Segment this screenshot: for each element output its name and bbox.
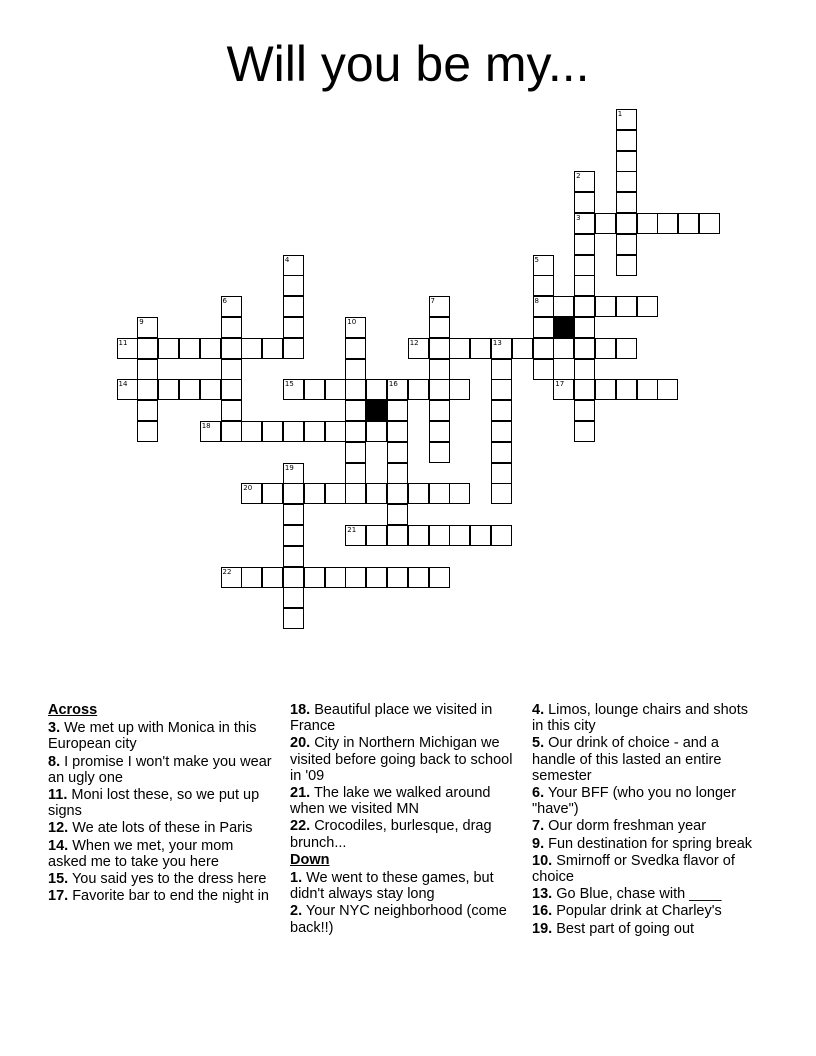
grid-cell[interactable] [283,483,304,504]
down-clue [532,702,760,734]
grid-cell[interactable] [408,567,429,588]
down-clue [532,735,760,784]
grid-cell[interactable] [345,567,366,588]
clue-number: 8. [48,753,61,770]
clue-text: Popular drink at Charley's [552,903,722,920]
across-clue [48,820,273,836]
clue-number: 6. [532,785,545,802]
grid-cell[interactable] [574,359,595,380]
grid-cell[interactable] [553,379,574,400]
grid-cell[interactable] [221,338,242,359]
grid-cell[interactable] [158,338,179,359]
clue-number: 12. [48,820,69,837]
grid-cell[interactable] [616,130,637,151]
grid-cell[interactable] [345,359,366,380]
cell-number: 2 [576,172,581,181]
grid-cell[interactable] [241,421,262,442]
grid-cell[interactable] [429,338,450,359]
clue-number: 14. [48,837,69,854]
clue-text: I promise I won't make you wear an ugly one [48,753,272,786]
grid-cell[interactable] [429,421,450,442]
grid-cell[interactable] [137,317,158,338]
clue-number: 1. [290,870,303,887]
clue-text: Favorite bar to end the night in [68,888,269,905]
clues-column-2 [290,702,518,937]
grid-cell[interactable] [491,525,512,546]
cell-number: 22 [222,567,232,576]
grid-cell[interactable] [574,338,595,359]
grid-cell[interactable] [533,275,554,296]
clue-text: Our dorm freshman year [544,818,707,835]
cell-number: 10 [347,318,357,326]
grid-cell[interactable] [200,379,221,400]
grid-cell[interactable] [616,192,637,213]
grid-cell[interactable] [574,192,595,213]
cell-number: 21 [347,526,357,534]
across-heading: Across [48,702,98,718]
grid-cell[interactable] [283,546,304,567]
grid-cell[interactable] [533,317,554,338]
grid-cell[interactable] [345,379,366,400]
grid-cell[interactable] [137,379,158,400]
grid-cell[interactable] [637,296,658,317]
grid-cell[interactable] [387,525,408,546]
grid-cell[interactable] [429,317,450,338]
down-clue [532,836,760,852]
black-square [366,400,387,421]
clue-number: 22. [290,818,311,835]
down-clue [532,785,760,817]
clue-number: 11. [48,787,68,804]
grid-cell[interactable] [595,213,616,234]
grid-cell[interactable] [200,338,221,359]
grid-cell[interactable] [345,421,366,442]
grid-cell[interactable] [262,483,283,504]
grid-cell[interactable] [262,338,283,359]
grid-cell[interactable] [387,421,408,442]
down-clue [532,818,760,834]
grid-cell[interactable] [553,296,574,317]
grid-cell[interactable] [283,296,304,317]
grid-cell[interactable] [366,483,387,504]
down-clue [532,921,760,937]
grid-cell[interactable] [574,171,595,192]
across-clue [48,888,273,904]
grid-cell[interactable] [574,421,595,442]
cell-number: 19 [284,463,294,472]
clue-text: Crocodiles, burlesque, drag brunch... [290,818,492,851]
grid-cell[interactable] [616,171,637,192]
clue-text: We ate lots of these in Paris [68,820,253,837]
grid-cell[interactable] [616,379,637,400]
grid-cell[interactable] [616,151,637,172]
clues-column-3 [532,702,760,938]
clue-number: 17. [48,888,69,905]
grid-cell[interactable] [283,255,304,276]
grid-cell[interactable] [221,359,242,380]
grid-cell[interactable] [449,379,470,400]
grid-cell[interactable] [241,338,262,359]
grid-cell[interactable] [345,400,366,421]
grid-cell[interactable] [574,296,595,317]
grid-cell[interactable] [429,379,450,400]
clue-text: Limos, lounge chairs and shots in this city [532,702,749,735]
grid-cell[interactable] [137,338,158,359]
grid-cell[interactable] [595,338,616,359]
grid-cell[interactable] [262,567,283,588]
grid-cell[interactable] [637,213,658,234]
grid-cell[interactable] [325,379,346,400]
grid-cell[interactable] [345,442,366,463]
across-clue [48,720,273,752]
grid-cell[interactable] [387,442,408,463]
grid-cell[interactable] [262,421,283,442]
grid-cell[interactable] [325,567,346,588]
clue-text: We met up with Monica in this European city [48,720,257,753]
grid-cell[interactable] [533,338,554,359]
grid-cell[interactable] [657,379,678,400]
clue-text: Smirnoff or Svedka flavor of choice [532,852,735,886]
grid-cell[interactable] [429,400,450,421]
grid-cell[interactable] [283,525,304,546]
clue-number: 18. [290,702,311,718]
down-clue [290,903,518,935]
grid-cell[interactable] [429,359,450,380]
grid-cell[interactable] [283,275,304,296]
grid-cell[interactable] [221,400,242,421]
grid-cell[interactable] [137,421,158,442]
grid-cell[interactable] [429,567,450,588]
grid-cell[interactable] [616,213,637,234]
clue-number: 10. [532,852,553,869]
down-heading: Down [290,851,330,868]
grid-cell[interactable] [574,234,595,255]
grid-cell[interactable] [429,483,450,504]
grid-cell[interactable] [595,379,616,400]
cell-number: 17 [555,380,565,389]
cell-number: 14 [118,380,128,389]
grid-cell[interactable] [533,255,554,276]
grid-cell[interactable] [179,379,200,400]
grid-cell[interactable] [449,338,470,359]
clue-number: 5. [532,735,545,752]
grid-cell[interactable] [533,296,554,317]
across-clue [48,871,273,887]
grid-cell[interactable] [325,421,346,442]
clue-number: 19. [532,920,553,937]
grid-cell[interactable] [283,567,304,588]
cell-number: 6 [222,297,227,306]
grid-cell[interactable] [449,483,470,504]
cell-number: 12 [409,338,419,347]
grid-cell[interactable] [616,296,637,317]
grid-cell[interactable] [574,275,595,296]
clue-number: 20. [290,735,311,752]
clue-number: 3. [48,720,61,737]
clue-number: 2. [290,903,303,920]
grid-cell[interactable] [470,525,491,546]
grid-cell[interactable] [595,296,616,317]
grid-cell[interactable] [699,213,720,234]
across-clue [48,787,273,819]
cell-number: 9 [139,318,144,326]
grid-cell[interactable] [325,483,346,504]
grid-cell[interactable] [408,379,429,400]
black-square [553,317,574,338]
grid-cell[interactable] [366,421,387,442]
clue-number: 7. [532,818,545,835]
grid-cell[interactable] [137,400,158,421]
grid-cell[interactable] [387,463,408,484]
grid-cell[interactable] [491,379,512,400]
grid-cell[interactable] [408,338,429,359]
grid-cell[interactable] [283,463,304,484]
grid-cell[interactable] [137,359,158,380]
grid-cell[interactable] [221,296,242,317]
page-title: Will you be my... [226,36,590,92]
grid-cell[interactable] [283,338,304,359]
grid-cell[interactable] [408,483,429,504]
across-clue [290,735,518,784]
grid-cell[interactable] [366,525,387,546]
across-clue [290,702,518,734]
grid-cell[interactable] [283,317,304,338]
grid-cell[interactable] [241,567,262,588]
clue-text: City in Northern Michigan we visited before going back to school in '09 [290,735,513,784]
clue-text: Beautiful place we visited in France [290,702,493,735]
clue-text: Best part of going out [552,920,695,937]
grid-cell[interactable] [408,525,429,546]
down-clue [532,853,760,885]
grid-cell[interactable] [574,400,595,421]
grid-cell[interactable] [283,504,304,525]
grid-cell[interactable] [345,525,366,546]
clue-text: Our drink of choice - and a handle of this lasted an entire semester [532,735,722,784]
grid-cell[interactable] [387,504,408,525]
cell-number: 3 [576,214,581,222]
grid-cell[interactable] [574,255,595,276]
grid-cell[interactable] [574,317,595,338]
cell-number: 13 [492,338,502,347]
grid-cell[interactable] [616,338,637,359]
grid-cell[interactable] [553,338,574,359]
grid-cell[interactable] [304,379,325,400]
grid-cell[interactable] [657,213,678,234]
down-clue [290,870,518,902]
grid-cell[interactable] [616,234,637,255]
grid-cell[interactable] [491,483,512,504]
clue-text: We went to these games, but didn't always stay long [290,870,494,903]
grid-cell[interactable] [283,379,304,400]
clue-number: 13. [532,886,553,903]
clue-text: Fun destination for spring break [544,835,753,852]
grid-cell[interactable] [387,483,408,504]
grid-cell[interactable] [491,421,512,442]
cell-number: 11 [118,338,128,347]
clue-text: Your BFF (who you no longer "have") [532,785,736,818]
clue-text: When we met, your mom asked me to take you here [48,837,234,870]
clue-number: 15. [48,871,69,888]
grid-cell[interactable] [200,421,221,442]
clue-number: 16. [532,903,553,920]
grid-cell[interactable] [345,463,366,484]
grid-cell[interactable] [616,255,637,276]
grid-cell[interactable] [283,608,304,629]
clue-number: 9. [532,835,545,852]
grid-cell[interactable] [574,213,595,234]
grid-cell[interactable] [470,338,491,359]
grid-cell[interactable] [491,400,512,421]
cell-number: 4 [284,255,290,264]
grid-cell[interactable] [345,317,366,338]
cell-number: 20 [243,484,253,493]
across-clue [290,785,518,817]
grid-cell[interactable] [429,525,450,546]
grid-cell[interactable] [241,483,262,504]
clue-number: 4. [532,702,545,718]
grid-cell[interactable] [117,379,138,400]
grid-cell[interactable] [304,567,325,588]
clues-column-1 [48,702,273,905]
cell-number: 16 [388,380,398,389]
across-clue [48,754,273,786]
grid-cell[interactable] [387,567,408,588]
cell-number: 5 [534,255,539,264]
grid-cell[interactable] [491,463,512,484]
down-clue [532,903,760,919]
clue-number: 21. [290,785,311,802]
grid-cell[interactable] [221,379,242,400]
clue-text: The lake we walked around when we visited MN [290,785,491,818]
grid-cell[interactable] [366,379,387,400]
grid-cell[interactable] [429,442,450,463]
grid-cell[interactable] [574,379,595,400]
grid-cell[interactable] [345,483,366,504]
grid-cell[interactable] [512,338,533,359]
grid-cell[interactable] [283,421,304,442]
grid-cell[interactable] [387,400,408,421]
grid-cell[interactable] [387,379,408,400]
grid-cell[interactable] [221,317,242,338]
down-clue [532,886,760,902]
grid-cell[interactable] [491,338,512,359]
grid-cell[interactable] [366,567,387,588]
grid-cell[interactable] [616,109,637,130]
grid-cell[interactable] [158,379,179,400]
grid-cell[interactable] [304,483,325,504]
across-clue [48,838,273,870]
across-clue [290,818,518,850]
clue-text: You said yes to the dress here [68,871,267,888]
clue-text: Moni lost these, so we put up signs [48,787,260,820]
clue-text: Your NYC neighborhood (come back!!) [290,903,507,936]
grid-cell[interactable] [221,421,242,442]
grid-cell[interactable] [449,525,470,546]
grid-cell[interactable] [429,296,450,317]
cell-number: 8 [534,297,539,306]
grid-cell[interactable] [179,338,200,359]
grid-cell[interactable] [117,338,138,359]
grid-cell[interactable] [491,359,512,380]
grid-cell[interactable] [221,567,242,588]
grid-cell[interactable] [345,338,366,359]
grid-cell[interactable] [491,442,512,463]
grid-cell[interactable] [283,587,304,608]
grid-cell[interactable] [304,421,325,442]
grid-cell[interactable] [678,213,699,234]
cell-number: 18 [201,422,211,430]
cell-number: 1 [617,110,623,118]
clue-text: Go Blue, chase with ____ [552,886,722,903]
cell-number: 15 [284,380,294,389]
cell-number: 7 [430,297,435,306]
grid-cell[interactable] [533,359,554,380]
grid-cell[interactable] [637,379,658,400]
